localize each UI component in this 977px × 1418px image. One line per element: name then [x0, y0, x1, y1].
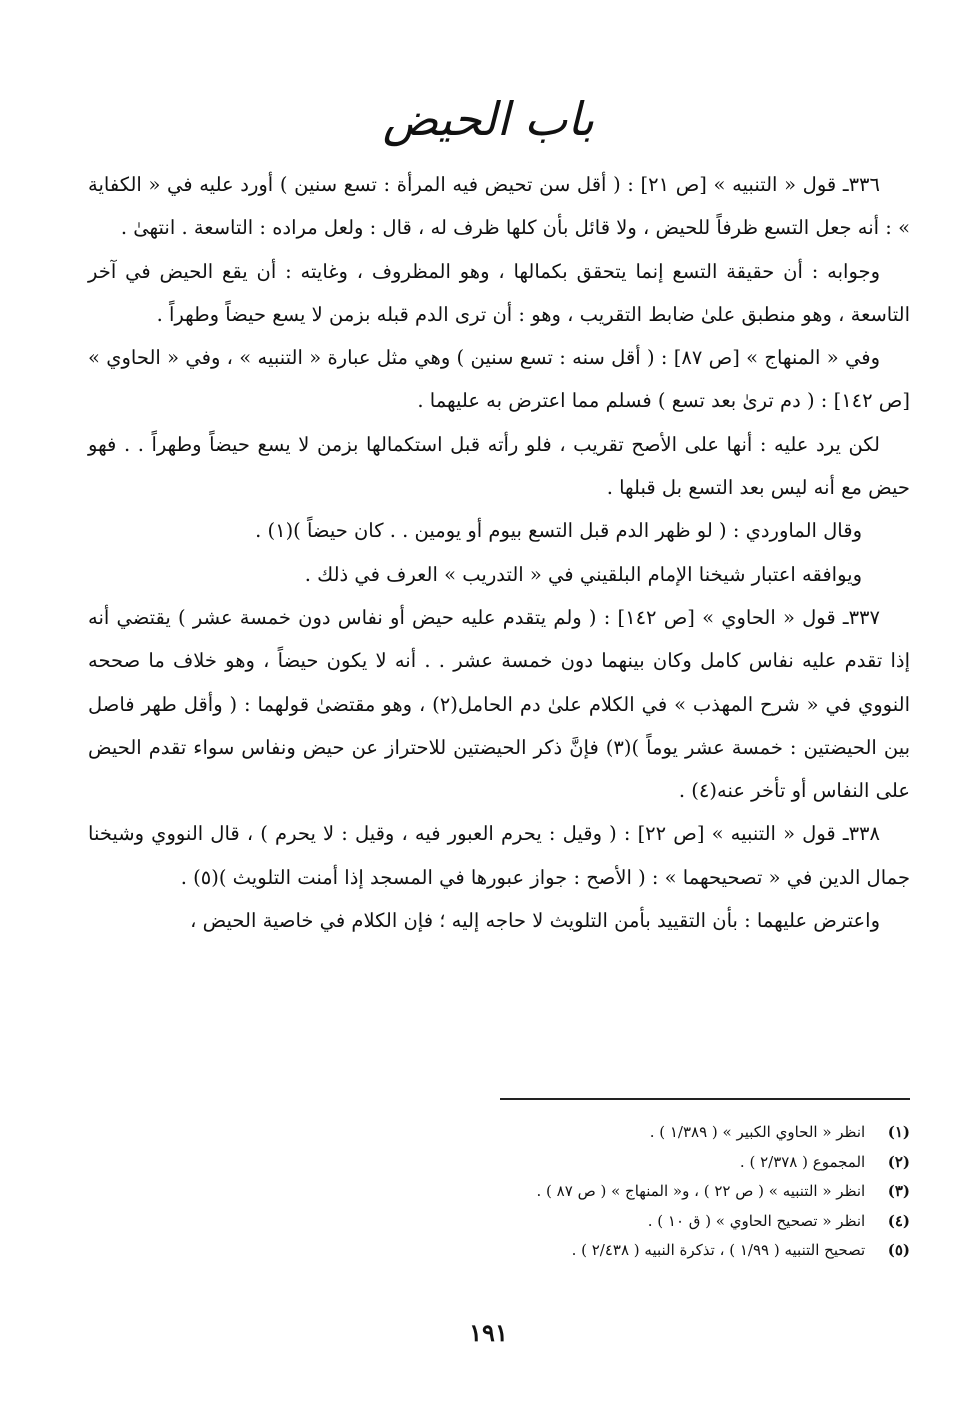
footnotes — [400, 1118, 910, 1266]
paragraph-bulqini: ويوافقه اعتبار شيخنا الإمام البلقيني في « التدريب » العرف في ذلك . — [304, 562, 862, 586]
paragraph-338: ٣٣٨ـ قول « التنبيه » [ص ٢٢] : ( وقيل : يحرم العبور فيه ، وقيل : لا يحرم ) ، قال النووي وشيخنا جمال الدين في « تصحيحهما » : ( الأصح : جواز عبورها في المسجد إذا أمنت التلويث )(٥) . — [88, 822, 910, 889]
footnote-number: (٢) — [887, 1152, 910, 1171]
paragraph-objection: لكن يرد عليه : أنها على الأصح تقريب ، فلو رأته قبل استكمالها بزمن لا يسع حيضاً وطهراً . . فهو حيض مع أنه ليس بعد التسع بل قبلها . — [88, 432, 910, 500]
footnote-item — [400, 1236, 910, 1266]
footnote-text: انظر « التنبيه » ( ص ٢٢ ) ، و« المنهاج » ( ص ٨٧ ) . — [536, 1182, 866, 1200]
paragraph-336: ٣٣٦ـ قول « التنبيه » [ص ٢١] : ( أقل سن تحيض فيه المرأة : تسع سنين ) أورد عليه في « الكفاية » : أنه جعل التسع ظرفاً للحيض ، ولا قائل بأن كلها ظرف له ، قال : ولعل مراده : التاسعة . انتهىٰ . — [88, 173, 910, 240]
paragraph-objection-2: واعترض عليهما : بأن التقييد بأمن التلويث لا حاجه إليه ؛ فإن الكلام في خاصية الحيض ، — [190, 909, 880, 933]
paragraph-answer: وجوابه : أن حقيقة التسع إنما يتحقق بكمالها ، وهو المظروف ، وغايته : أن يقع الحيض في آخر التاسعة ، وهو منطبق علىٰ ضابط التقريب ، وهو : أن ترى الدم قبله بزمن لا يسع حيضاً وطهراً . — [88, 259, 910, 326]
footnote-number: (٥) — [887, 1241, 910, 1259]
footnote-text: تصحيح التنبيه ( ١/٩٩ ) ، تذكرة النبيه ( ٢/٤٣٨ ) . — [571, 1241, 866, 1259]
footnote-number: (١) — [887, 1123, 910, 1141]
paragraph-minhaj: وفي « المنهاج » [ص ٨٧] : ( أقل سنه : تسع سنين ) وهي مثل عبارة « التنبيه » ، وفي « الحاوي » [ص ١٤٢] : ( دم ترىٰ بعد تسع ) فسلم مما اعترض به عليهما . — [88, 346, 910, 413]
footnote-item — [400, 1177, 910, 1207]
main-text — [88, 163, 910, 942]
page-number: ١٩١ — [469, 1318, 508, 1347]
paragraph-mawardi: وقال الماوردي : ( لو ظهر الدم قبل التسع بيوم أو يومين . . كان حيضاً )(١) . — [255, 519, 862, 543]
footnote-number: (٣) — [887, 1182, 910, 1200]
chapter-title: باب الحيض — [382, 92, 595, 146]
footnote-item — [400, 1207, 910, 1237]
paragraph-337: ٣٣٧ـ قول « الحاوي » [ص ١٤٢] : ( ولم يتقدم عليه حيض أو نفاس دون خمسة عشر ) يقتضي أنه إذا تقدم عليه نفاس كامل وكان بينهما دون خمسة عشر . . أنه لا يكون حيضاً ، وهو خلاف ما صححه النووي في « شرح المهذب » في الكلام علىٰ دم الحامل(٢) ، وهو مقتضىٰ قولهما : ( وأقل طهر فاصل بين الحيضتين : خمسة عشر يوماً )(٣) فإنَّ ذكر الحيضتين للاحتراز عن حيض ونفاس سواء تقدم الحيض على النفاس أو تأخر عنه(٤) . — [88, 605, 911, 803]
footnote-item — [400, 1148, 910, 1178]
footnote-text: المجموع ( ٢/٣٧٨ ) . — [739, 1152, 866, 1171]
footnote-text: انظر « تصحيح الحاوي » ( ق ١٠ ) . — [647, 1211, 866, 1230]
footnote-item — [400, 1118, 910, 1148]
footnote-text: انظر « الحاوي الكبير » ( ١/٣٨٩ ) . — [649, 1123, 866, 1141]
footnote-separator — [500, 1098, 910, 1100]
footnote-number: (٤) — [887, 1211, 910, 1230]
